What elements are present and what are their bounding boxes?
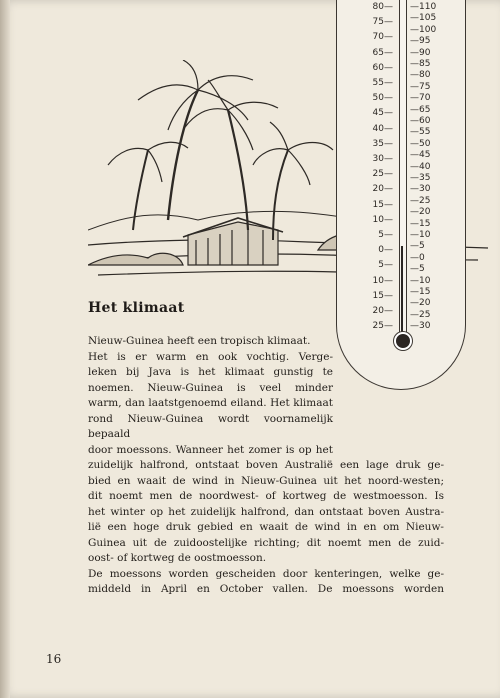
celsius-tick-label: 30— — [372, 154, 393, 164]
fahrenheit-tick-label: —55 — [410, 127, 431, 138]
fahrenheit-tick-label: —10 — [410, 230, 431, 240]
celsius-tick-label: 35— — [372, 138, 393, 149]
fahrenheit-tick-label: —5 — [410, 264, 425, 275]
text-line: Het is er warm en ook vochtig. Verge- — [88, 350, 333, 363]
text-line: noemen. Nieuw-Guinea is veel minder — [88, 381, 333, 394]
text-line: middeld in April en October vallen. De moessons worden — [88, 583, 444, 595]
celsius-tick-label: 25— — [372, 321, 393, 332]
page-number: 16 — [46, 652, 62, 666]
celsius-tick-label: 50— — [372, 93, 393, 104]
text-line: oost- of kortweg de oostmoesson. — [88, 552, 267, 564]
fahrenheit-tick-label: —20 — [410, 207, 431, 218]
celsius-tick-label: 10— — [372, 214, 393, 225]
fahrenheit-tick-label: —45 — [410, 150, 431, 161]
fahrenheit-tick-label: —35 — [410, 173, 431, 183]
fahrenheit-tick-label: —25 — [410, 309, 431, 320]
text-line: door moessons. Wanneer het zomer is op het — [88, 443, 333, 456]
fahrenheit-tick-label: —60 — [410, 116, 431, 126]
text-line: De moessons worden gescheiden door kenteringen, welke ge- — [88, 567, 444, 580]
celsius-tick-label: 40— — [372, 123, 393, 134]
celsius-tick-label: 5— — [378, 260, 393, 271]
fahrenheit-tick-label: —20 — [410, 298, 431, 309]
fahrenheit-tick-label: —65 — [410, 104, 431, 115]
text-line: zuidelijk halfrond, ontstaat boven Australië een lage druk ge- — [88, 459, 444, 471]
fahrenheit-tick-label: —75 — [410, 81, 431, 92]
celsius-tick-label: 10— — [372, 275, 393, 286]
celsius-tick-label: 45— — [372, 108, 393, 119]
text-line: Guinea uit de zuidoostelijke richting; dit noemt men de zuid- — [88, 536, 444, 549]
fahrenheit-tick-label: —105 — [410, 13, 437, 24]
fahrenheit-tick-label: —0 — [410, 252, 425, 263]
fahrenheit-tick-label: —100 — [410, 24, 437, 35]
fahrenheit-tick-label: —10 — [410, 275, 431, 286]
fahrenheit-tick-label: —50 — [410, 138, 431, 149]
text-line: bied en waait de wind in Nieuw-Guinea uit het noord-westen; — [88, 474, 444, 487]
celsius-tick-label: 25— — [372, 169, 393, 180]
fahrenheit-tick-label: —25 — [410, 195, 431, 206]
body-paragraph — [88, 334, 444, 598]
fahrenheit-tick-label: —85 — [410, 59, 431, 69]
fahrenheit-tick-label: —30 — [410, 321, 431, 332]
thermometer — [336, 0, 466, 390]
text-line: lië een hoge druk gebied en waait de wind in en om Nieuw- — [88, 521, 444, 533]
book-spine-shadow — [0, 0, 10, 698]
text-line: dit noemt men de noordwest- of kortweg de westmoesson. Is — [88, 490, 444, 502]
fahrenheit-tick-label: —95 — [410, 36, 431, 47]
celsius-tick-label: 65— — [372, 47, 393, 58]
fahrenheit-tick-label: —70 — [410, 93, 431, 104]
celsius-tick-label: 5— — [378, 230, 393, 240]
fahrenheit-tick-label: —90 — [410, 47, 431, 58]
section-heading: Het klimaat — [88, 300, 185, 316]
text-line: rond Nieuw-Guinea wordt voornamelijk bepaald — [88, 412, 333, 440]
text-line: Nieuw-Guinea heeft een tropisch klimaat. — [88, 335, 311, 347]
fahrenheit-tick-label: —15 — [410, 287, 431, 297]
celsius-tick-label: 15— — [372, 290, 393, 301]
celsius-tick-label: 60— — [372, 62, 393, 73]
celsius-tick-label: 80— — [372, 2, 393, 12]
fahrenheit-tick-label: —15 — [410, 218, 431, 229]
celsius-tick-label: 70— — [372, 32, 393, 43]
celsius-tick-label: 20— — [372, 306, 393, 316]
thermometer-mercury — [401, 246, 403, 336]
fahrenheit-tick-label: —30 — [410, 184, 431, 195]
text-line: warm, dan laatstgenoemd eiland. Het klimaat — [88, 397, 333, 409]
fahrenheit-tick-label: —40 — [410, 161, 431, 172]
fahrenheit-tick-label: —110 — [410, 2, 437, 12]
celsius-tick-label: 0— — [378, 245, 393, 256]
fahrenheit-tick-label: —80 — [410, 70, 431, 81]
fahrenheit-tick-label: —5 — [410, 241, 425, 252]
celsius-tick-label: 20— — [372, 184, 393, 195]
celsius-tick-label: 75— — [372, 17, 393, 28]
text-line: het winter op het zuidelijk halfrond, dan ontstaat boven Austra- — [88, 505, 444, 518]
text-line: leken bij Java is het klimaat gunstig te — [88, 366, 333, 378]
celsius-tick-label: 55— — [372, 78, 393, 88]
celsius-tick-label: 15— — [372, 199, 393, 210]
